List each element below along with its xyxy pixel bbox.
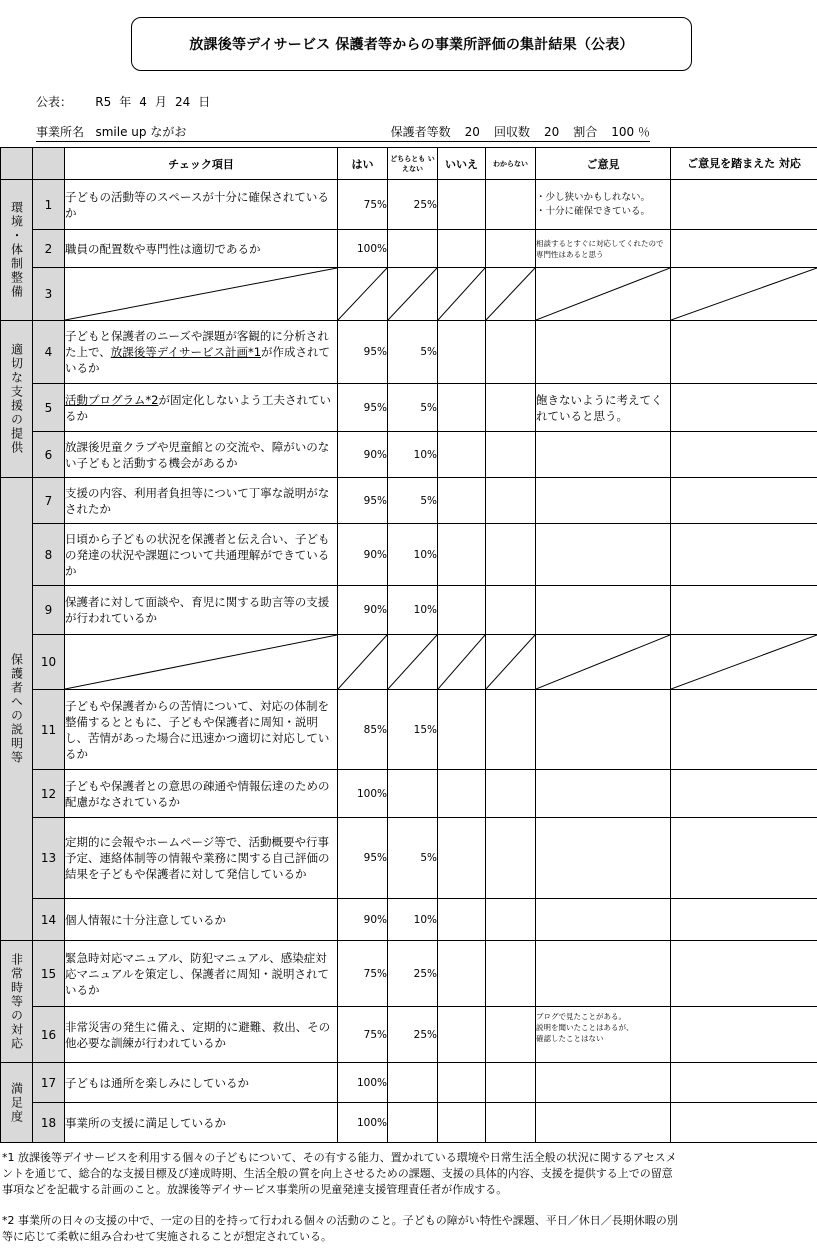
office-info [36, 123, 726, 142]
no-value [438, 180, 486, 230]
response-text [671, 899, 817, 941]
neither-value: 25% [388, 941, 438, 1007]
no-value [438, 770, 486, 818]
yes-value: 100% [338, 770, 388, 818]
table-row [1, 230, 817, 268]
table-row [1, 384, 817, 432]
check-item-text: が作成されているか [65, 345, 331, 375]
table-row [1, 432, 817, 478]
check-item: 職員の配置数や専門性は適切であるか [65, 230, 338, 268]
yes-value: 95% [338, 384, 388, 432]
check-item: 非常災害の発生に備え、定期的に避難、救出、その他必要な訓練が行われているか [65, 1007, 338, 1063]
category-env: 環境・体制整備 [1, 180, 33, 321]
struck-cell [536, 635, 671, 690]
neither-value: 15% [388, 690, 438, 770]
check-item: 放課後児童クラブや児童館との交流や、障がいのない子どもと活動する機会があるか [65, 432, 338, 478]
publish-era-year: R5 [95, 95, 112, 109]
yes-value: 90% [338, 524, 388, 586]
yes-value: 100% [338, 1063, 388, 1103]
ratio-label: 割合 [573, 125, 598, 139]
opinion-text [536, 586, 671, 635]
unknown-value [486, 1103, 536, 1143]
no-value [438, 899, 486, 941]
no-value [438, 230, 486, 268]
neither-value [388, 1063, 438, 1103]
unknown-value [486, 586, 536, 635]
row-number: 13 [33, 818, 65, 899]
office-name-field [36, 123, 383, 142]
header-no: いいえ [438, 148, 486, 180]
opinion-text [536, 899, 671, 941]
unknown-value [486, 770, 536, 818]
row-number: 2 [33, 230, 65, 268]
check-item: 子どもや保護者からの苦情について、対応の体制を整備するとともに、子どもや保護者に周知・説明し、苦情があった場合に迅速かつ適切に対応しているか [65, 690, 338, 770]
response-text [671, 941, 817, 1007]
yes-value: 90% [338, 899, 388, 941]
check-item [65, 384, 338, 432]
row-number: 4 [33, 321, 65, 384]
row-number: 1 [33, 180, 65, 230]
response-text [671, 180, 817, 230]
opinion-text [536, 770, 671, 818]
response-text [671, 818, 817, 899]
response-text [671, 770, 817, 818]
no-value [438, 1007, 486, 1063]
row-number: 10 [33, 635, 65, 690]
row-number: 17 [33, 1063, 65, 1103]
header-number [33, 148, 65, 180]
response-text [671, 1063, 817, 1103]
table-row [1, 818, 817, 899]
neither-value: 10% [388, 586, 438, 635]
neither-value: 10% [388, 899, 438, 941]
yes-value: 75% [338, 180, 388, 230]
opinion-text [536, 818, 671, 899]
neither-value: 5% [388, 321, 438, 384]
table-row [1, 690, 817, 770]
no-value [438, 941, 486, 1007]
row-number: 18 [33, 1103, 65, 1143]
yes-value: 95% [338, 321, 388, 384]
no-value [438, 818, 486, 899]
opinion-text [536, 321, 671, 384]
header-unknown: わからない [486, 148, 536, 180]
table-row [1, 941, 817, 1007]
ratio-value: 100 ％ [611, 125, 650, 139]
opinion-text: 相談するとすぐに対応してくれたので専門性はあると思う [536, 230, 671, 268]
row-number: 14 [33, 899, 65, 941]
header-response: ご意見を踏まえた 対応 [671, 148, 817, 180]
row-number: 7 [33, 478, 65, 524]
collected-count: 20 [543, 125, 560, 139]
yes-value: 90% [338, 432, 388, 478]
response-text [671, 432, 817, 478]
neither-value [388, 1103, 438, 1143]
footnote-ref-2: 活動プログラム*2 [65, 392, 159, 407]
opinion-text: ・少し狭いかもしれない。 ・十分に確保できている。 [536, 180, 671, 230]
struck-cell [388, 268, 438, 321]
table-row [1, 180, 817, 230]
unknown-value [486, 180, 536, 230]
table-row [1, 899, 817, 941]
struck-cell [536, 268, 671, 321]
unknown-value [486, 690, 536, 770]
no-value [438, 690, 486, 770]
no-value [438, 384, 486, 432]
response-text [671, 524, 817, 586]
publish-day: 24 [174, 95, 191, 109]
unknown-value [486, 818, 536, 899]
check-item: 定期的に会報やホームページ等で、活動概要や行事予定、連絡体制等の情報や業務に関する自己評価の結果を子どもや保護者に対して発信しているか [65, 818, 338, 899]
opinion-text: ブログで見たことがある。 説明を聞いたことはあるが、 確認したことはない [536, 1007, 671, 1063]
opinion-text: 飽きないように考えてくれていると思う。 [536, 384, 671, 432]
unknown-value [486, 1063, 536, 1103]
collected-label: 回収数 [493, 125, 530, 139]
row-number: 12 [33, 770, 65, 818]
struck-cell [65, 635, 338, 690]
row-number: 11 [33, 690, 65, 770]
opinion-text [536, 524, 671, 586]
header-opinion: ご意見 [536, 148, 671, 180]
response-text [671, 1007, 817, 1063]
struck-cell [338, 635, 388, 690]
check-item: 事業所の支援に満足しているか [65, 1103, 338, 1143]
check-item: 子どもや保護者との意思の疎通や情報伝達のための配慮がなされているか [65, 770, 338, 818]
struck-cell [438, 635, 486, 690]
response-text [671, 321, 817, 384]
unknown-value [486, 478, 536, 524]
yes-value: 90% [338, 586, 388, 635]
no-value [438, 586, 486, 635]
struck-cell [671, 635, 817, 690]
header-row [1, 148, 817, 180]
neither-value: 10% [388, 432, 438, 478]
table-row [1, 1103, 817, 1143]
neither-value: 25% [388, 180, 438, 230]
check-item: 保護者に対して面談や、育児に関する助言等の支援が行われているか [65, 586, 338, 635]
check-item-text: 子どもと保護者のニーズや課題が客観的に分析された上で、 [65, 329, 329, 359]
table-row-struck [1, 268, 817, 321]
struck-cell [388, 635, 438, 690]
check-item: 日頃から子どもの状況を保護者と伝え合い、子どもの発達の状況や課題について共通理解ができているか [65, 524, 338, 586]
unknown-value [486, 1007, 536, 1063]
footnote-2: *2 事業所の日々の支援の中で、一定の目的を持って行われる個々の活動のこと。子どもの障がい特性や課題、平日／休日／長期休暇の別等に応じて柔軟に組み合わせて実施されることが想定されている。 [2, 1214, 678, 1243]
category-support: 適切な支援の提供 [1, 321, 33, 478]
check-item-text: が固定化しないよう工夫されているか [65, 392, 331, 423]
struck-cell [671, 268, 817, 321]
no-value [438, 1063, 486, 1103]
header-check-item: チェック項目 [65, 148, 338, 180]
guardians-label: 保護者等数 [390, 125, 451, 139]
publish-day-unit: 日 [198, 95, 211, 109]
header-neither: どちらとも いえない [388, 148, 438, 180]
unknown-value [486, 384, 536, 432]
table-row [1, 770, 817, 818]
struck-cell [486, 268, 536, 321]
response-text [671, 384, 817, 432]
yes-value: 100% [338, 230, 388, 268]
no-value [438, 1103, 486, 1143]
struck-cell [438, 268, 486, 321]
no-value [438, 321, 486, 384]
yes-value: 85% [338, 690, 388, 770]
struck-cell [486, 635, 536, 690]
check-item [65, 321, 338, 384]
response-text [671, 230, 817, 268]
yes-value: 100% [338, 1103, 388, 1143]
publish-month: 4 [139, 95, 147, 109]
neither-value [388, 230, 438, 268]
opinion-text [536, 941, 671, 1007]
neither-value: 5% [388, 818, 438, 899]
check-item: 子どもの活動等のスペースが十分に確保されているか [65, 180, 338, 230]
unknown-value [486, 432, 536, 478]
row-number: 9 [33, 586, 65, 635]
table-row [1, 1063, 817, 1103]
row-number: 16 [33, 1007, 65, 1063]
header-yes: はい [338, 148, 388, 180]
publish-label: 公表： [36, 95, 73, 109]
unknown-value [486, 230, 536, 268]
category-explain: 保護者への説明等 [1, 478, 33, 941]
publish-date [36, 93, 218, 110]
row-number: 8 [33, 524, 65, 586]
category-satisfaction: 満足度 [1, 1063, 33, 1143]
publish-year-unit: 年 [119, 95, 132, 109]
unknown-value [486, 524, 536, 586]
response-text [671, 690, 817, 770]
table-row-struck [1, 635, 817, 690]
header-corner [1, 148, 33, 180]
evaluation-table [0, 147, 817, 1143]
row-number: 15 [33, 941, 65, 1007]
struck-cell [338, 268, 388, 321]
row-number: 3 [33, 268, 65, 321]
neither-value: 25% [388, 1007, 438, 1063]
check-item: 個人情報に十分注意しているか [65, 899, 338, 941]
opinion-text [536, 1103, 671, 1143]
no-value [438, 432, 486, 478]
struck-cell [65, 268, 338, 321]
opinion-text [536, 432, 671, 478]
check-item: 緊急時対応マニュアル、防犯マニュアル、感染症対応マニュアルを策定し、保護者に周知・説明されているか [65, 941, 338, 1007]
neither-value [388, 770, 438, 818]
page-title: 放課後等デイサービス 保護者等からの事業所評価の集計結果（公表） [131, 17, 692, 71]
table-row [1, 1007, 817, 1063]
opinion-text [536, 1063, 671, 1103]
yes-value: 75% [338, 1007, 388, 1063]
neither-value: 10% [388, 524, 438, 586]
table-row [1, 524, 817, 586]
no-value [438, 524, 486, 586]
category-emergency: 非常時等の対応 [1, 941, 33, 1063]
yes-value: 95% [338, 478, 388, 524]
office-name: smile up ながお [95, 125, 187, 139]
row-number: 5 [33, 384, 65, 432]
yes-value: 95% [338, 818, 388, 899]
unknown-value [486, 941, 536, 1007]
footnote-ref-1: 放課後等デイサービス計画*1 [110, 345, 262, 359]
office-label: 事業所名 [36, 125, 85, 139]
guardians-count: 20 [464, 125, 480, 139]
response-text [671, 586, 817, 635]
office-stats [383, 123, 650, 142]
check-item: 子どもは通所を楽しみにしているか [65, 1063, 338, 1103]
table-row [1, 586, 817, 635]
neither-value: 5% [388, 384, 438, 432]
unknown-value [486, 321, 536, 384]
unknown-value [486, 899, 536, 941]
table-row [1, 478, 817, 524]
neither-value: 5% [388, 478, 438, 524]
no-value [438, 478, 486, 524]
response-text [671, 478, 817, 524]
check-item: 支援の内容、利用者負担等について丁寧な説明がなされたか [65, 478, 338, 524]
opinion-text [536, 690, 671, 770]
footnote-1: *1 放課後等デイサービスを利用する個々の子どもについて、その有する能力、置かれている環境や日常生活全般の状況に関するアセスメントを通じて、総合的な支援目標及び達成時期、生活全般の質を向上させるための課題、支援の具体的内容、支援を提供する上での留意事項などを記載する計画のこと。放課後等デイサービス事業所の児童発達支援管理責任者が作成する。 [2, 1151, 677, 1196]
yes-value: 75% [338, 941, 388, 1007]
opinion-text [536, 478, 671, 524]
publish-month-unit: 月 [154, 95, 167, 109]
response-text [671, 1103, 817, 1143]
table-row [1, 321, 817, 384]
row-number: 6 [33, 432, 65, 478]
